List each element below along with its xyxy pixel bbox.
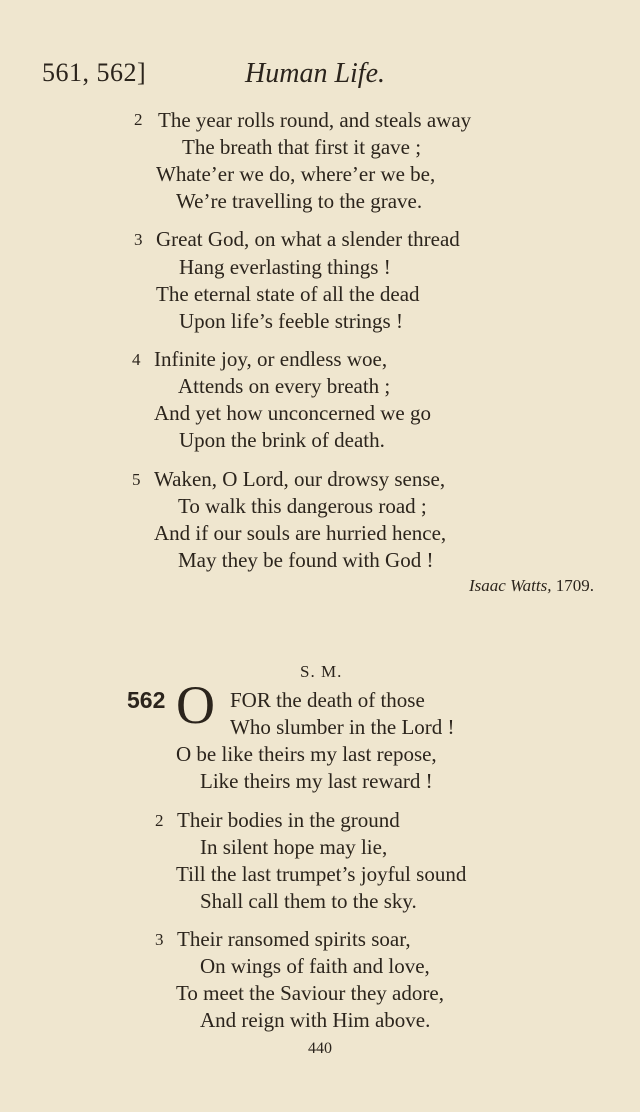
verse-line: To meet the Saviour they adore, [176, 981, 444, 1005]
verse-line: The eternal state of all the dead [156, 282, 420, 306]
attribution [469, 576, 594, 596]
verse-line: Their bodies in the ground [177, 808, 400, 832]
verse-line: In silent hope may lie, [200, 835, 388, 859]
verse-line: Shall call them to the sky. [200, 889, 417, 913]
verse-line: And reign with Him above. [200, 1008, 431, 1032]
attribution-author: Isaac Watts, [469, 576, 552, 595]
verse-number: 3 [155, 930, 164, 949]
verse-line: May they be found with God ! [178, 548, 434, 572]
verse-line: And if our souls are hurried hence, [154, 521, 447, 545]
meter-label: S. M. [300, 662, 343, 681]
verse-line: The year rolls round, and steals away [158, 108, 472, 132]
verse-number: 2 [134, 110, 143, 129]
verse-line: To walk this dangerous road ; [178, 494, 427, 518]
verse-line: On wings of faith and love, [200, 954, 430, 978]
header-hymn-numbers: 561, 562] [42, 58, 147, 87]
verse-line: We’re travelling to the grave. [176, 189, 423, 213]
page-number: 440 [308, 1040, 332, 1057]
verse-line: Their ransomed spirits soar, [177, 927, 411, 951]
verse-line: Who slumber in the Lord ! [230, 715, 455, 739]
verse-line: Infinite joy, or endless woe, [154, 347, 388, 371]
drop-cap: O [176, 675, 215, 735]
verse-line: Upon the brink of death. [179, 428, 385, 452]
verse-line: O be like theirs my last repose, [176, 742, 437, 766]
header-section-title: Human Life. [245, 58, 385, 89]
hymn-number: 562 [127, 687, 166, 713]
verse-line: Attends on every breath ; [178, 374, 391, 398]
verse-line: Upon life’s feeble strings ! [179, 309, 403, 333]
verse-line: And yet how unconcerned we go [154, 401, 431, 425]
verse-number: 5 [132, 470, 141, 489]
verse-line: The breath that first it gave ; [182, 135, 422, 159]
verse-line: Great God, on what a slender thread [156, 227, 460, 251]
verse-line: Whate’er we do, where’er we be, [156, 162, 436, 186]
verse-number: 2 [155, 811, 164, 830]
verse-line: FOR the death of those [230, 688, 425, 712]
verse-line: Waken, O Lord, our drowsy sense, [154, 467, 446, 491]
verse-number: 4 [132, 350, 141, 369]
attribution-year: 1709. [555, 576, 594, 595]
verse-line: Till the last trumpet’s joyful sound [176, 862, 467, 886]
verse-line: Hang everlasting things ! [179, 255, 391, 279]
verse-line: Like theirs my last reward ! [200, 769, 433, 793]
verse-number: 3 [134, 230, 143, 249]
